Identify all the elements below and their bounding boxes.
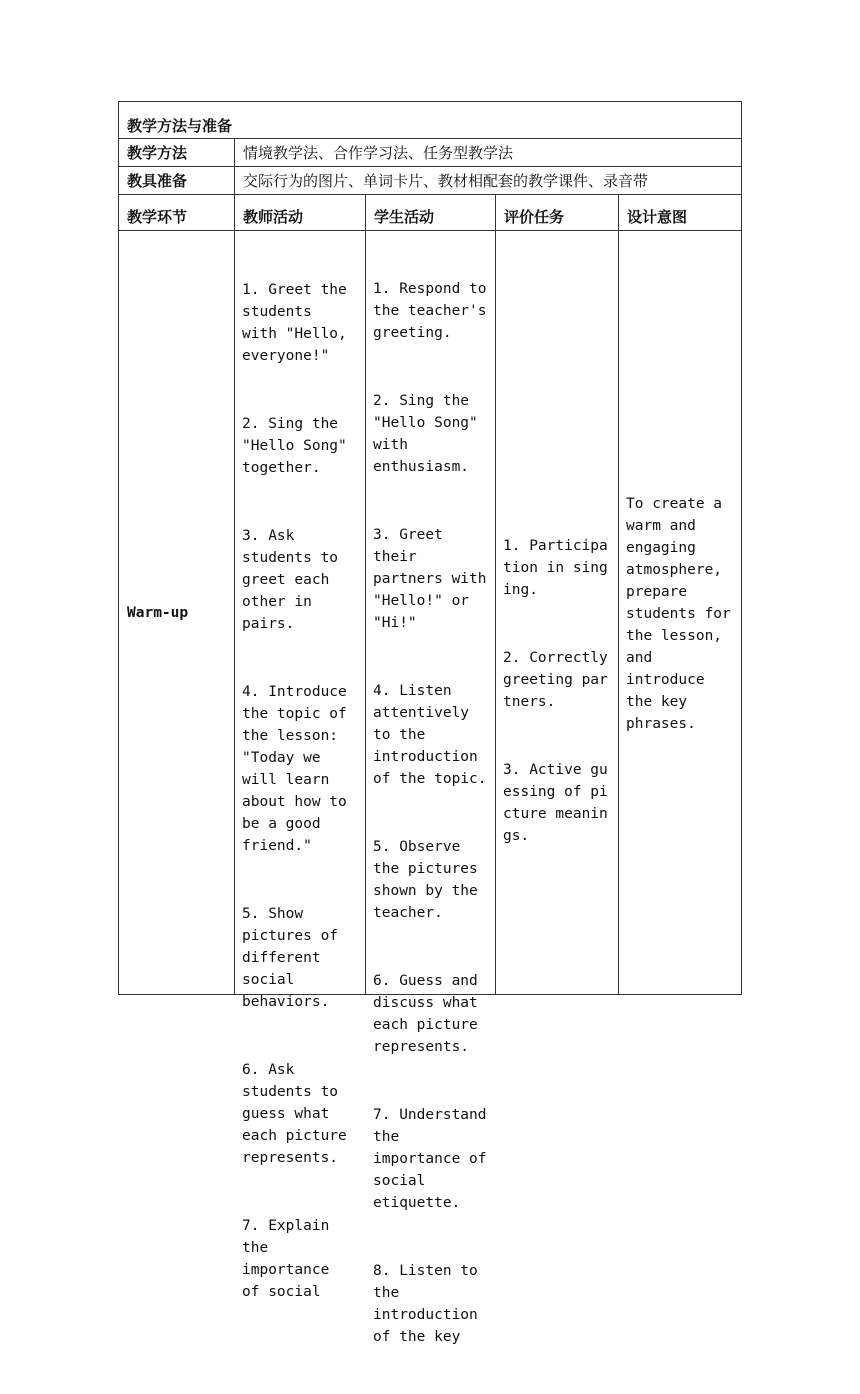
teacher-item: 7. Explain the importance of social: [242, 1218, 339, 1300]
prep-row: [119, 167, 741, 195]
evaluation-item: 1. Participation in singing.: [503, 538, 608, 598]
header-stage: 教学环节: [127, 208, 188, 226]
header-evaluation: 评价任务: [504, 208, 565, 226]
student-item: 1. Respond to the teacher's greeting.: [373, 281, 496, 341]
teacher-item: 5. Show pictures of different social behaviors.: [242, 906, 347, 1010]
teacher-item: 4. Introduce the topic of the lesson: "Today we will learn about how to be a good friend.": [242, 684, 356, 854]
teacher-item: 1. Greet the students with "Hello, everyone!": [242, 282, 356, 364]
col-divider: [234, 139, 235, 995]
method-label: 教学方法: [127, 144, 188, 162]
header-teacher: 教师活动: [243, 208, 304, 226]
evaluation-item: 3. Active guessing of picture meanings.: [503, 762, 608, 844]
evaluation-item: 2. Correctly greeting partners.: [503, 650, 617, 710]
stage-label: Warm-up: [127, 605, 189, 621]
lesson-plan-table: [118, 101, 742, 1345]
student-item: 6. Guess and discuss what each picture represents.: [373, 973, 487, 1055]
teacher-item: 3. Ask students to greet each other in pairs.: [242, 528, 347, 632]
header-student: 学生活动: [374, 208, 435, 226]
student-item: 4. Listen attentively to the introduction of the topic.: [373, 683, 487, 787]
prep-value: 交际行为的图片、单词卡片、教材相配套的教学课件、录音带: [243, 172, 649, 190]
col-divider: [618, 195, 619, 995]
col-divider: [365, 195, 366, 995]
evaluation-tasks: [503, 491, 617, 893]
col-divider: [495, 195, 496, 995]
teacher-activities: [242, 235, 356, 1300]
student-item: 5. Observe the pictures shown by the teacher.: [373, 839, 487, 921]
method-row: [119, 139, 741, 167]
student-activities: [373, 234, 496, 1345]
student-item: 7. Understand the importance of social etiquette.: [373, 1107, 496, 1211]
student-item: 2. Sing the "Hello Song" with enthusiasm.: [373, 393, 487, 475]
teacher-item: 6. Ask students to guess what each picture represents.: [242, 1062, 356, 1166]
student-item: 3. Greet their partners with "Hello!" or "Hi!": [373, 527, 496, 631]
teacher-item: 2. Sing the "Hello Song" together.: [242, 416, 356, 476]
design-intent: To create a warm and engaging atmosphere, prepare students for the lesson, and introduce the key phrases.: [626, 496, 740, 732]
header-row: [119, 195, 741, 231]
section-title-row: [119, 102, 741, 139]
method-value: 情境教学法、合作学习法、任务型教学法: [243, 144, 514, 162]
section-title: 教学方法与准备: [127, 117, 233, 135]
header-intent: 设计意图: [627, 208, 688, 226]
student-item: 8. Listen to the introduction of the key: [373, 1263, 487, 1345]
prep-label: 教具准备: [127, 172, 188, 190]
